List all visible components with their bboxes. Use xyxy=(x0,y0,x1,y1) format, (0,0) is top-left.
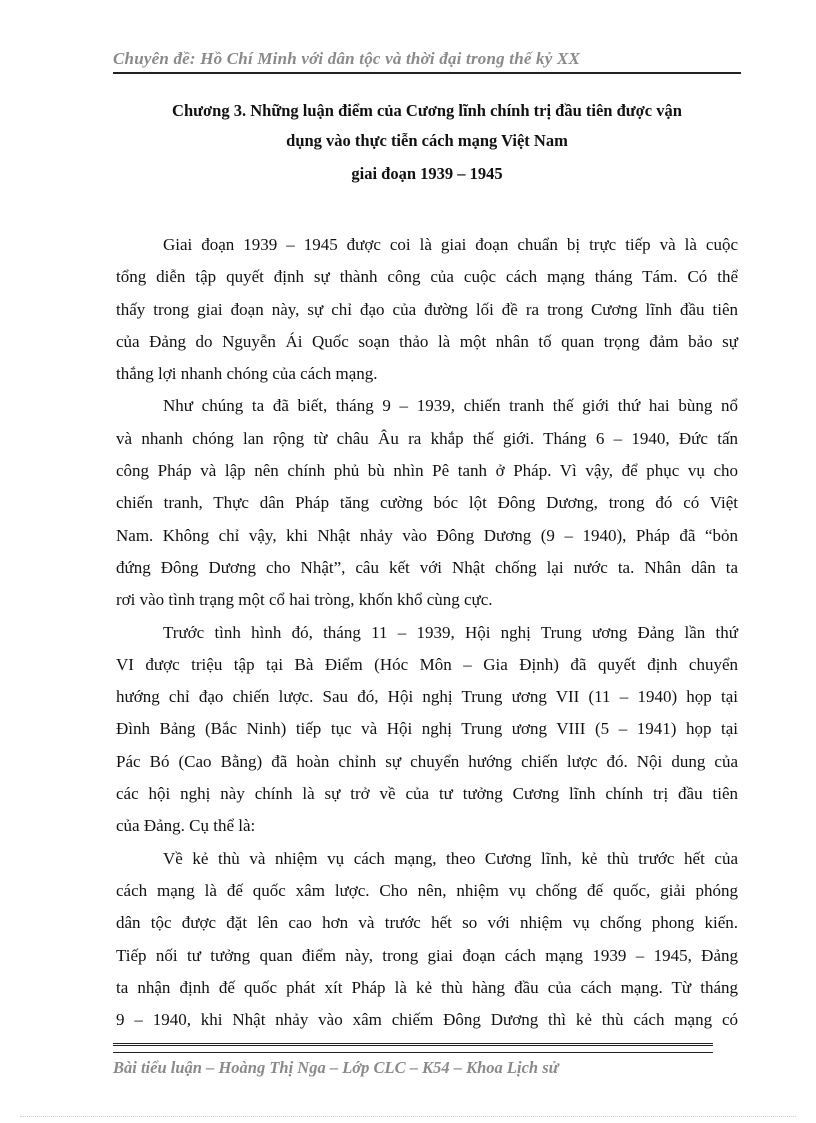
page-border xyxy=(20,1116,796,1117)
body-line: chiến tranh, Thực dân Pháp tăng cường bóc lột Đông Dương, trong đó có Việt xyxy=(116,493,738,513)
footer-text: Bài tiểu luận – Hoàng Thị Nga – Lớp CLC – K54 – Khoa Lịch sử xyxy=(113,1058,559,1077)
body-line: Pác Bó (Cao Bằng) đã hoàn chỉnh sự chuyển hướng chiến lược đó. Nội dung của xyxy=(116,751,738,771)
chapter-title-line-2: dụng vào thực tiễn cách mạng Việt Nam xyxy=(286,131,568,150)
header-text: Chuyên đề: Hồ Chí Minh với dân tộc và thời đại trong thế kỷ XX xyxy=(113,49,581,68)
body-line: Tiếp nối tư tưởng quan điểm này, trong giai đoạn cách mạng 1939 – 1945, Đảng xyxy=(116,945,738,965)
page-header xyxy=(113,48,741,74)
body-line: ta nhận định đế quốc phát xít Pháp là kẻ thù hàng đầu của cách mạng. Từ tháng xyxy=(116,977,738,997)
body-line: Nam. Không chỉ vậy, khi Nhật nhảy vào Đông Dương (9 – 1940), Pháp đã “bỏn xyxy=(116,525,738,545)
page-footer xyxy=(113,1043,718,1079)
body-line: Giai đoạn 1939 – 1945 được coi là giai đoạn chuẩn bị trực tiếp và là cuộc xyxy=(163,235,738,254)
body-line: và nhanh chóng lan rộng từ châu Âu ra khắp thế giới. Tháng 6 – 1940, Đức tấn xyxy=(116,428,738,448)
body-line: 9 – 1940, khi Nhật nhảy vào xâm chiếm Đông Dương thì kẻ thù cách mạng có xyxy=(116,1010,738,1030)
body-line: Như chúng ta đã biết, tháng 9 – 1939, chiến tranh thế giới thứ hai bùng nổ xyxy=(163,396,738,416)
body-line: các hội nghị này chính là sự trở về của tư tưởng Cương lĩnh chính trị đầu tiên xyxy=(116,784,738,804)
body-line: hướng chỉ đạo chiến lược. Sau đó, Hội nghị Trung ương VII (11 – 1940) họp tại xyxy=(116,687,738,707)
body-line: rơi vào tình trạng một cổ hai tròng, khốn khổ cùng cực. xyxy=(116,590,493,610)
body-line: Đình Bảng (Bắc Ninh) tiếp tục và Hội nghị Trung ương VIII (5 – 1941) họp tại xyxy=(116,719,738,739)
chapter-title xyxy=(113,96,741,156)
body-line: đứng Đông Dương cho Nhật”, câu kết với Nhật chống lại nước ta. Nhân dân ta xyxy=(116,557,738,577)
body-line: dân tộc được đặt lên cao hơn và trước hết so với nhiệm vụ chống phong kiến. xyxy=(116,913,738,933)
footer-rule xyxy=(113,1043,713,1053)
body-line: thấy trong giai đoạn này, sự chỉ đạo của đường lối đề ra trong Cương lĩnh đầu tiên xyxy=(116,299,738,319)
body-line: của Đảng do Nguyễn Ái Quốc soạn thảo là một nhân tố quan trọng đảm bảo sự xyxy=(116,331,738,351)
body-line: Trước tình hình đó, tháng 11 – 1939, Hội nghị Trung ương Đảng lần thứ xyxy=(163,622,738,642)
body-line: tổng diễn tập quyết định sự thành công của cuộc cách mạng tháng Tám. Có thể xyxy=(116,267,738,287)
body-line: công Pháp và lập nên chính phủ bù nhìn Pê tanh ở Pháp. Vì vậy, để phục vụ cho xyxy=(116,461,738,481)
body-line: Về kẻ thù và nhiệm vụ cách mạng, theo Cương lĩnh, kẻ thù trước hết của xyxy=(163,848,738,868)
chapter-title-line-1: Chương 3. Những luận điểm của Cương lĩnh chính trị đầu tiên được vận xyxy=(172,101,682,120)
body-line: VI được triệu tập tại Bà Điểm (Hóc Môn – Gia Định) đã quyết định chuyển xyxy=(116,654,738,674)
body-line: của Đảng. Cụ thể là: xyxy=(116,816,256,836)
body-line: cách mạng là đế quốc xâm lược. Cho nên, nhiệm vụ chống đế quốc, giải phóng xyxy=(116,880,738,900)
body-text xyxy=(116,229,738,1036)
body-line: thắng lợi nhanh chóng của cách mạng. xyxy=(116,364,378,384)
chapter-period: giai đoạn 1939 – 1945 xyxy=(351,164,503,183)
